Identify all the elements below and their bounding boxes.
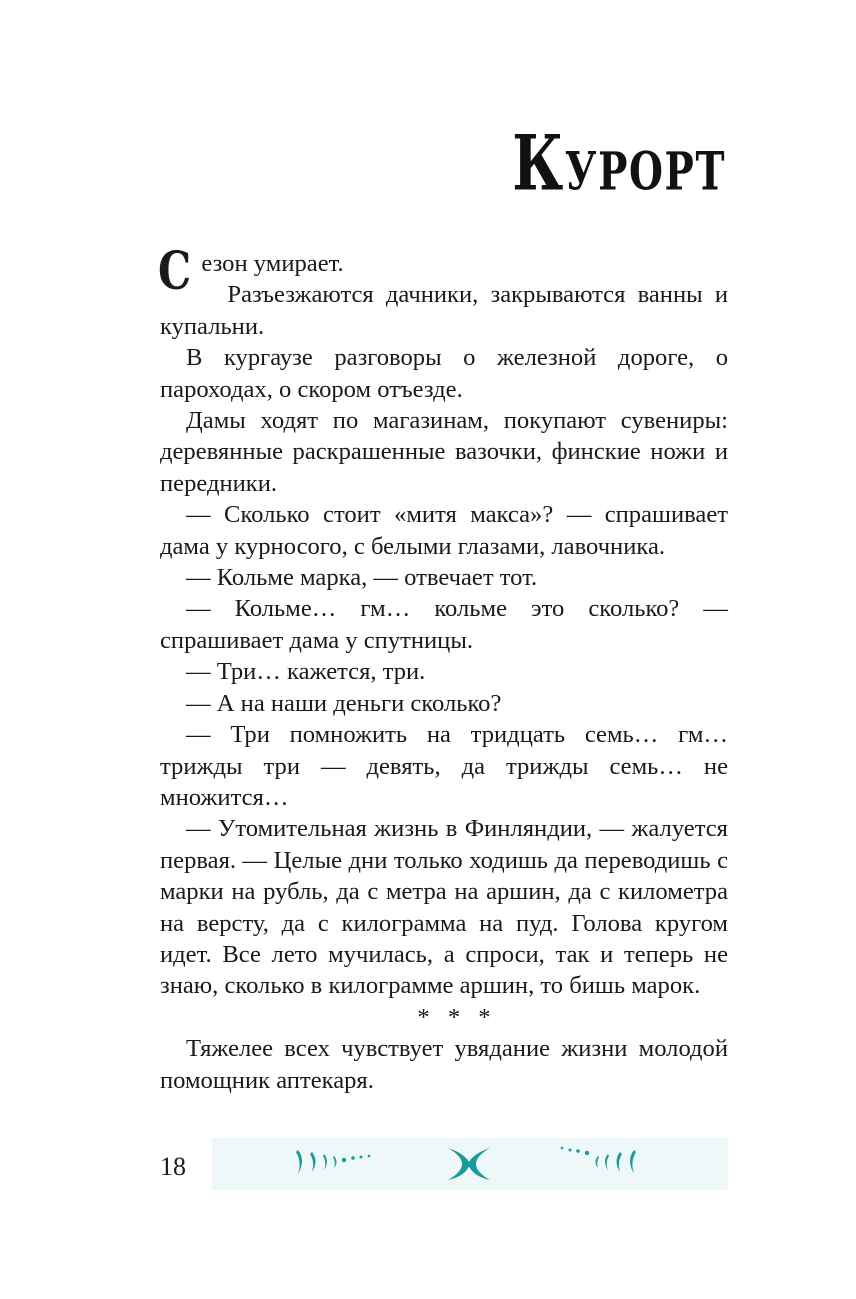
paragraph xyxy=(158,241,728,302)
paragraph: Разъезжаются дачники, закрываются ванны и купальни. xyxy=(160,281,728,340)
page-number: 18 xyxy=(160,1152,186,1181)
footer-ornament xyxy=(212,1138,728,1190)
paragraph-text: езон умирает. xyxy=(201,250,344,277)
paragraph: — Три… кажется, три. xyxy=(186,658,426,686)
ornament-icon xyxy=(212,1138,728,1190)
body-text xyxy=(158,241,728,1096)
paragraph: — Сколько стоит «митя макса»? — спрашивает дама у курносого, с белыми глазами, лавочника. xyxy=(160,501,728,560)
paragraph: — Три помножить на тридцать семь… гм… трижды три — девять, да трижды семь… не множится… xyxy=(160,721,728,811)
paragraph: Дамы ходят по магазинам, покупают сувениры: деревянные раскрашенные вазочки, финские ножи и передники. xyxy=(160,407,728,497)
chapter-title: Курорт xyxy=(512,118,726,208)
paragraph: — А на наши деньги сколько? xyxy=(186,689,502,717)
paragraph: — Кольме марка, — отвечает тот. xyxy=(186,564,538,592)
paragraph: В кургаузе разговоры о железной дороге, о пароходах, о скором отъезде. xyxy=(160,344,728,403)
drop-cap: С xyxy=(158,241,192,302)
paragraph: — Утомительная жизнь в Финляндии, — жалуется первая. — Целые дни только ходишь да переводишь с марки на рубль, да с метра на аршин, да с километра на версту, да с килограмма на пуд. Голова кругом идет. Все лето мучилась, а спроси, так и теперь не знаю, сколько в килограмме аршин, то бишь марок. xyxy=(160,815,728,1000)
section-separator: * * * xyxy=(417,1003,497,1031)
paragraph: Тяжелее всех чувствует увядание жизни молодой помощник аптекаря. xyxy=(160,1035,728,1094)
paragraph: — Кольме… гм… кольме это сколько? — спрашивает дама у спутницы. xyxy=(160,595,728,654)
